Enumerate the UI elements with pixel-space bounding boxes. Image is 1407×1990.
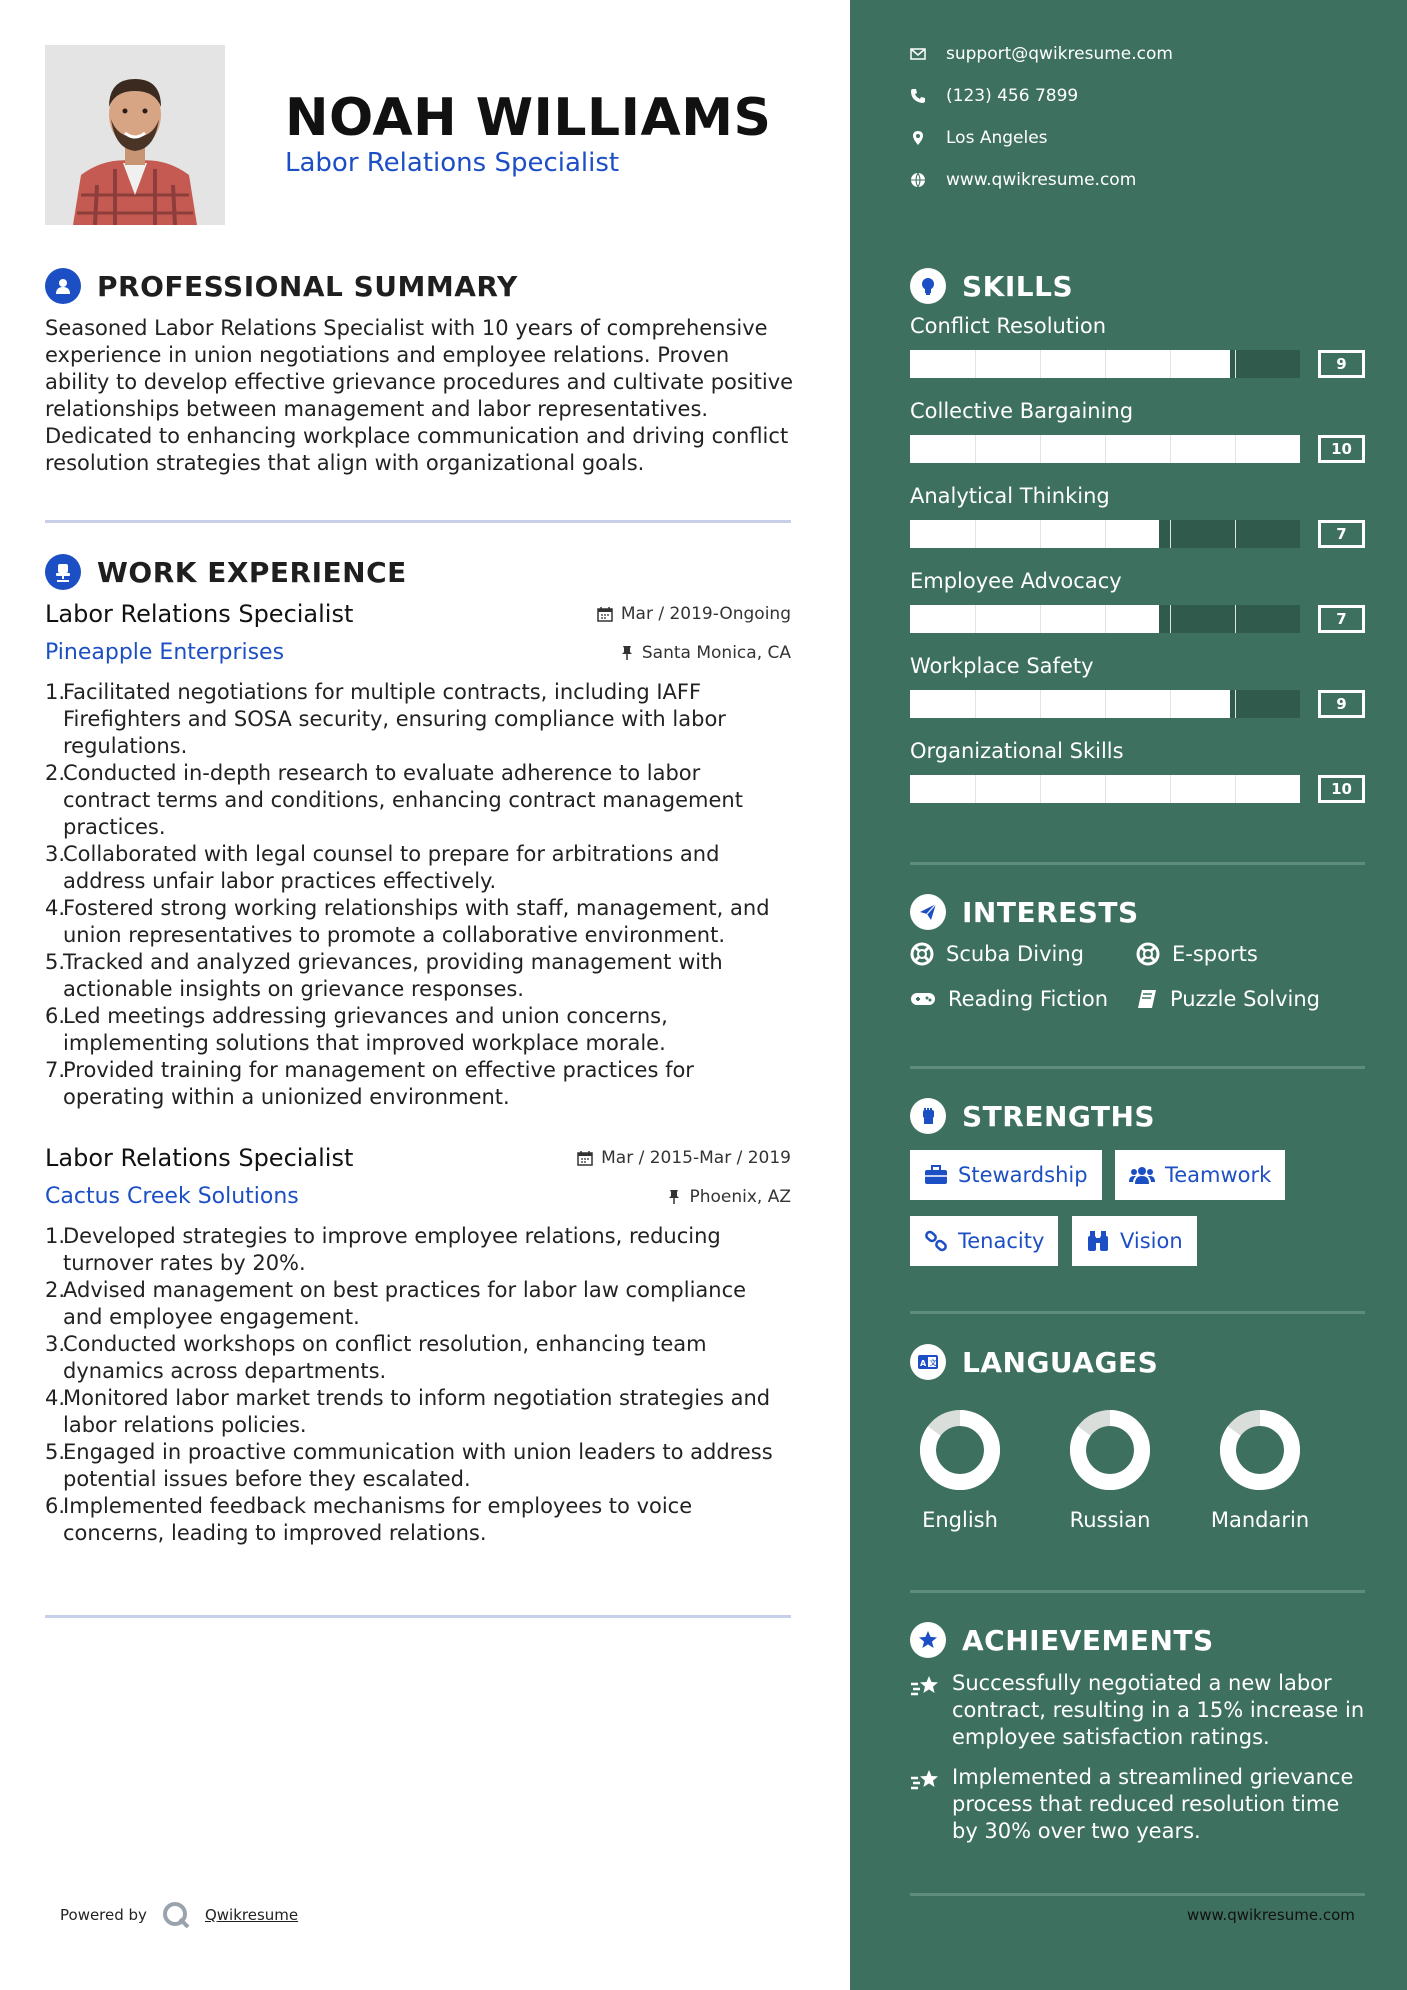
job-dates [577,1148,791,1168]
achievement-text: Implemented a streamlined grievance process that reduced resolution time by 30% over two years. [952,1765,1354,1843]
calendar-icon [597,606,613,622]
gamepad-icon [910,990,936,1008]
skill-bar-segment [1105,775,1106,803]
contact-location [910,128,1048,148]
job-title: Labor Relations Specialist [45,600,354,628]
skill-bar-segment [1040,775,1041,803]
skill-bar-segment [1235,690,1236,718]
job-dates [597,604,791,624]
skill-bar [910,690,1347,718]
skill-bar-segment [1170,520,1171,548]
lifebuoy-icon [1136,942,1160,966]
strength-label: Tenacity [958,1229,1045,1253]
skill-bar-segment [975,435,976,463]
strengths-heading: STRENGTHS [962,1099,1156,1133]
skill-name: Workplace Safety [910,654,1094,678]
skills-heading: SKILLS [962,269,1074,303]
skill-bar-segment [1105,520,1106,548]
qwikresume-logo-icon [161,1900,191,1930]
experience-heading: WORK EXPERIENCE [97,555,407,589]
language-name: Russian [1069,1508,1151,1532]
skill-bar-segment [1105,605,1106,633]
strength-chip [1072,1216,1197,1266]
job-title: Labor Relations Specialist [45,1144,354,1172]
interest-item [910,987,1108,1011]
achievements-heading: ACHIEVEMENTS [962,1623,1214,1657]
skill-bar-segment [1170,435,1171,463]
languages-heading: LANGUAGES [962,1345,1159,1379]
skill-bar-segment [975,775,976,803]
footer-powered-by [60,1900,298,1930]
pin-icon [667,1189,681,1205]
skill-name: Organizational Skills [910,739,1124,763]
contact-email-text[interactable]: support@qwikresume.com [946,44,1173,64]
book-icon [1136,988,1158,1010]
lightbulb-icon [910,268,946,304]
fist-icon [910,1098,946,1134]
translate-icon [910,1344,946,1380]
lifebuoy-icon [910,942,934,966]
language-donut [1068,1408,1152,1492]
phone-icon [910,88,926,104]
job-location [620,643,791,663]
skill-bar-segment [1170,350,1171,378]
list-item: 2. Conducted in-depth research to evaluate adherence to labor contract terms and conditions, enhancing contract management practices. [45,761,743,839]
summary-heading-row [45,268,518,304]
summary-text: Seasoned Labor Relations Specialist with 10 years of comprehensive experience in union negotiations and employee relations. Proven ability to develop effective grievance procedures and cultivate positive relationships between management and labor representatives. Dedicated to enhancing workplace communication and driving conflict resolution strategies that align with organizational goals. [45,316,794,475]
skill-bar-segment [1105,435,1106,463]
job-location-text: Phoenix, AZ [689,1186,791,1207]
language-donut-hole [1088,1428,1132,1472]
language-item [1050,1408,1170,1532]
user-icon [45,268,81,304]
divider [910,1311,1365,1314]
language-donut [1218,1408,1302,1492]
sidebar [850,0,1407,1990]
contact-location-text: Los Angeles [946,128,1048,148]
qwikresume-link[interactable]: Qwikresume [204,1906,299,1924]
job-dates-text: Mar / 2015-Mar / 2019 [601,1148,791,1168]
list-item: 5. Tracked and analyzed grievances, providing management with actionable insights on grievance responses. [45,950,723,1001]
contact-phone [910,86,1078,106]
skill-score: 9 [1318,350,1365,378]
paper-plane-icon [910,894,946,930]
skill-score: 9 [1318,690,1365,718]
skill-bar-segment [1040,605,1041,633]
list-item: 5. Engaged in proactive communication with union leaders to address potential issues before they escalated. [45,1440,773,1491]
divider [910,1066,1365,1069]
skill-bar-segment [1235,605,1236,633]
interest-label: Scuba Diving [946,942,1084,966]
divider [45,1615,791,1618]
skill-bar-segment [975,605,976,633]
interests-heading-row [910,894,1139,930]
divider [910,862,1365,865]
skill-bar-segment [975,520,976,548]
achievements-heading-row [910,1622,1214,1658]
svg-text:文: 文 [929,1359,937,1367]
powered-by-label: Powered by [60,1906,147,1924]
contact-website-text[interactable]: www.qwikresume.com [946,170,1137,190]
list-item: 6. Implemented feedback mechanisms for employees to voice concerns, leading to improved relations. [45,1494,693,1545]
list-item: 4. Fostered strong working relationships with staff, management, and union representatives to promote a collaborative environment. [45,896,770,947]
envelope-icon [910,47,926,61]
link-icon [924,1229,948,1253]
skill-bar-segment [1235,350,1236,378]
skills-heading-row [910,268,1073,304]
skill-name: Analytical Thinking [910,484,1110,508]
list-item: 1. Developed strategies to improve employee relations, reducing turnover rates by 20%. [45,1224,721,1275]
interest-item [1136,987,1320,1011]
profile-photo [45,45,225,225]
skill-bar-segment [1040,350,1041,378]
job-company: Pineapple Enterprises [45,640,285,665]
skill-item [910,399,1365,463]
interest-label: Puzzle Solving [1170,987,1320,1011]
office-chair-icon [45,554,81,590]
skill-score: 7 [1318,520,1365,548]
interest-label: Reading Fiction [948,987,1109,1011]
skill-item [910,314,1365,378]
skill-bar-segment [975,690,976,718]
skill-name: Collective Bargaining [910,399,1134,423]
language-donut [918,1408,1002,1492]
skill-bar-segment [1040,435,1041,463]
contact-phone-text: (123) 456 7899 [946,86,1079,106]
pin-icon [620,645,634,661]
strength-chip [910,1216,1058,1266]
map-marker-icon [910,130,926,146]
skill-item [910,739,1365,803]
achievement-item [910,1670,1370,1751]
skill-bar-segment [1170,775,1171,803]
list-item: 2. Advised management on best practices for labor law compliance and employee engagement. [45,1278,747,1329]
job-location [667,1187,791,1207]
achievement-item [910,1764,1370,1845]
list-item: 1. Facilitated negotiations for multiple contracts, including IAFF Firefighters and SOSA security, ensuring compliance with labor regulations. [45,680,726,758]
interest-item [910,942,1084,966]
list-item: 7. Provided training for management on effective practices for operating within a unionized environment. [45,1058,694,1109]
job-company: Cactus Creek Solutions [45,1184,299,1209]
star-icon [910,1622,946,1658]
skill-item [910,569,1365,633]
skill-bar [910,520,1347,548]
shooting-star-icon [910,1768,942,1794]
job-entry [45,1144,791,1547]
language-item [900,1408,1020,1532]
skill-bar [910,605,1347,633]
shooting-star-icon [910,1674,942,1700]
skill-bar-segment [1170,605,1171,633]
strength-label: Teamwork [1165,1163,1272,1187]
skill-score: 10 [1318,435,1365,463]
job-entry [45,600,791,1111]
candidate-name: NOAH WILLIAMS [285,88,772,148]
divider [45,520,791,523]
calendar-icon [577,1150,593,1166]
language-name: English [922,1508,998,1532]
contact-website [910,170,1136,190]
skill-bar-segment [1105,350,1106,378]
skill-bar-segment [1235,435,1236,463]
skill-bar-fill [910,520,1159,548]
svg-text:A: A [920,1359,927,1368]
job-dates-text: Mar / 2019-Ongoing [620,604,791,624]
language-donut-hole [1238,1428,1282,1472]
skill-score: 7 [1318,605,1365,633]
language-item [1200,1408,1320,1532]
skill-bar-fill [910,605,1159,633]
job-location-text: Santa Monica, CA [641,642,791,663]
skill-name: Employee Advocacy [910,569,1122,593]
divider [910,1893,1365,1896]
languages-heading-row [910,1344,1158,1380]
experience-heading-row [45,554,407,590]
skill-bar-segment [1040,520,1041,548]
skill-bar [910,775,1352,803]
strength-chip [1115,1150,1285,1200]
footer-site[interactable]: www.qwikresume.com [1187,1906,1355,1924]
list-item: 3. Conducted workshops on conflict resolution, enhancing team dynamics across departments. [45,1332,707,1383]
strengths-heading-row [910,1098,1155,1134]
skill-name: Conflict Resolution [910,314,1107,338]
interests-heading: INTERESTS [962,895,1139,929]
globe-icon [910,172,926,188]
skill-bar-segment [1040,690,1041,718]
skill-bar-segment [975,350,976,378]
strength-label: Stewardship [958,1163,1088,1187]
contact-email [910,44,1173,64]
list-item: 6. Led meetings addressing grievances and union concerns, implementing solutions that improved workplace morale. [45,1004,668,1055]
skill-bar-fill [910,350,1230,378]
achievement-text: Successfully negotiated a new labor contract, resulting in a 15% increase in employee satisfaction ratings. [952,1671,1365,1749]
language-name: Mandarin [1210,1508,1310,1532]
skill-bar-segment [1235,520,1236,548]
skill-item [910,654,1365,718]
divider [910,1590,1365,1593]
interest-item [1136,942,1258,966]
job-bullets [45,1223,791,1547]
users-icon [1129,1165,1155,1185]
strength-chip [910,1150,1102,1200]
binoculars-icon [1086,1230,1110,1252]
skill-bar-segment [1105,690,1106,718]
skill-item [910,484,1365,548]
skill-bar [910,350,1347,378]
list-item: 4. Monitored labor market trends to inform negotiation strategies and labor relations policies. [45,1386,771,1437]
briefcase-icon [924,1165,948,1185]
summary-heading: PROFESSIONAL SUMMARY [97,269,518,303]
skill-bar-fill [910,690,1230,718]
skill-bar-segment [1235,775,1236,803]
skill-score: 10 [1318,775,1365,803]
interest-label: E-sports [1172,942,1258,966]
candidate-title: Labor Relations Specialist [285,148,620,178]
strength-label: Vision [1120,1229,1183,1253]
skill-bar [910,435,1352,463]
job-bullets [45,679,791,1111]
list-item: 3. Collaborated with legal counsel to prepare for arbitrations and address unfair labor practices effectively. [45,842,720,893]
skill-bar-segment [1170,690,1171,718]
language-donut-hole [938,1428,982,1472]
